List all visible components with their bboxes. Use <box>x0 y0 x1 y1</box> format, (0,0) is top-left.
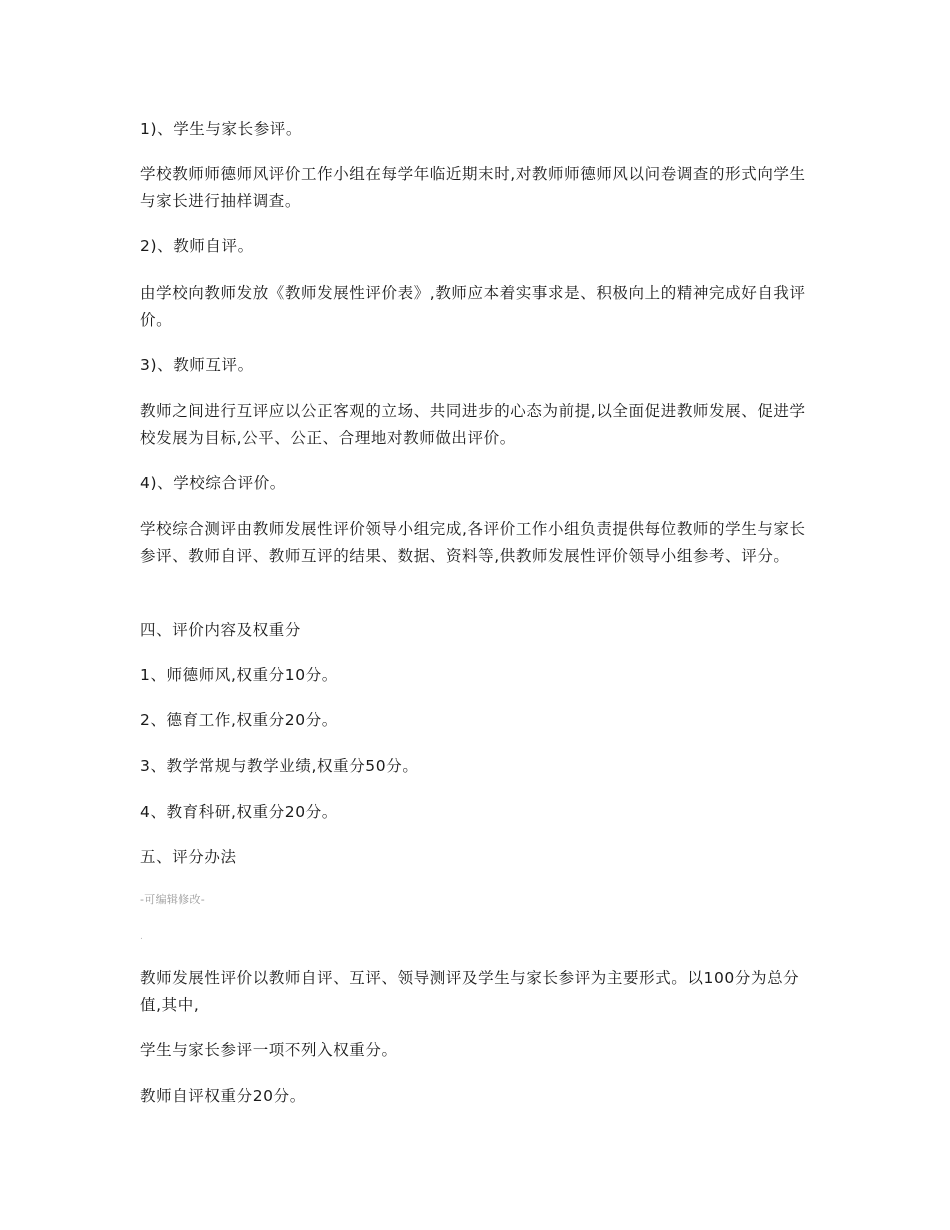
paragraph-parent-no-weight: 学生与家长参评一项不列入权重分。 <box>140 1041 398 1059</box>
heading-peer-evaluation: 3)、教师互评。 <box>140 356 254 374</box>
paragraph-school-evaluation: 学校综合测评由教师发展性评价领导小组完成,各评价工作小组负责提供每位教师的学生与家长参评、教师自评、教师互评的结果、数据、资料等,供教师发展性评价领导小组参考、评分。 <box>140 520 806 565</box>
paragraph-self-weight: 教师自评权重分20分。 <box>140 1087 306 1105</box>
paragraph-self-evaluation: 由学校向教师发放《教师发展性评价表》,教师应本着实事求是、积极向上的精神完成好自我评价。 <box>140 284 806 329</box>
list-item: 1、师德师风,权重分10分。 <box>140 666 338 684</box>
heading-school-evaluation: 4)、学校综合评价。 <box>140 474 286 492</box>
editable-footer-note: -可编辑修改- <box>140 893 206 906</box>
paragraph-scoring-intro: 教师发展性评价以教师自评、互评、领导测评及学生与家长参评为主要形式。以100分为总分值,其中, <box>140 969 800 1014</box>
list-item: 2、德育工作,权重分20分。 <box>140 711 338 729</box>
section-title-scoring-method: 五、评分办法 <box>140 848 237 866</box>
page-break-dot: . <box>140 932 143 942</box>
section-title-content-weights: 四、评价内容及权重分 <box>140 621 302 639</box>
list-item: 4、教育科研,权重分20分。 <box>140 803 338 821</box>
list-item: 3、教学常规与教学业绩,权重分50分。 <box>140 757 419 775</box>
heading-self-evaluation: 2)、教师自评。 <box>140 237 254 255</box>
paragraph-peer-evaluation: 教师之间进行互评应以公正客观的立场、共同进步的心态为前提,以全面促进教师发展、促进学校发展为目标,公平、公正、合理地对教师做出评价。 <box>140 402 806 447</box>
heading-parent-evaluation: 1)、学生与家长参评。 <box>140 120 303 138</box>
paragraph-parent-evaluation: 学校教师师德师风评价工作小组在每学年临近期末时,对教师师德师风以问卷调查的形式向学生与家长进行抽样调查。 <box>140 165 806 210</box>
